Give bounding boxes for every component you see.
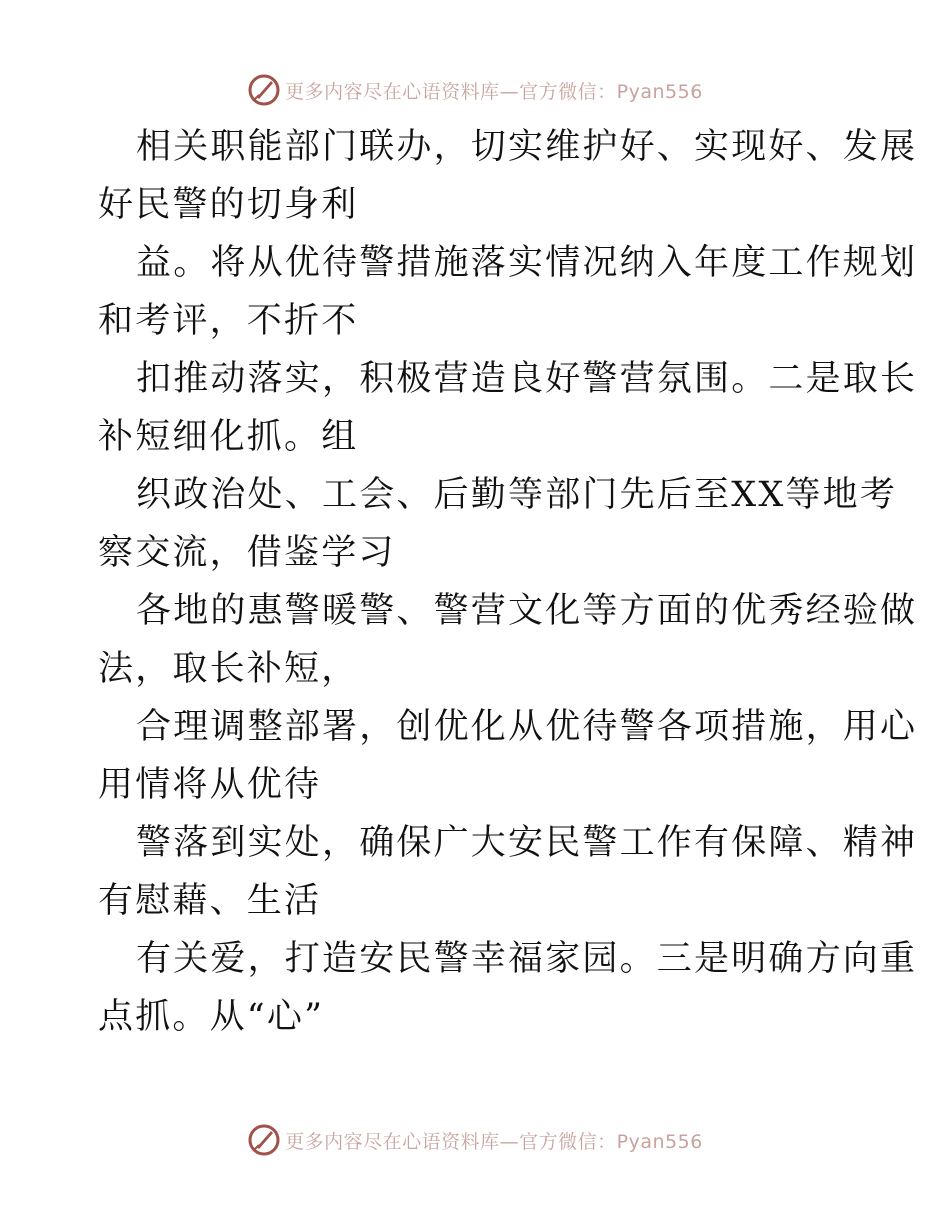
paragraph-1	[0, 118, 950, 234]
paragraph-line: 点抓。从“心”	[98, 997, 325, 1037]
paragraph-line: 法，取长补短，	[98, 649, 359, 689]
paragraph-7	[0, 814, 950, 930]
paragraph-line: 用情将从优待	[98, 765, 322, 805]
header-banner	[0, 70, 950, 110]
quill-logo-icon	[247, 1123, 281, 1157]
footer-banner	[0, 1120, 950, 1160]
footer-banner-text: 更多内容尽在心语资料库—官方微信：Pyan556	[285, 1130, 703, 1153]
paragraph-5	[0, 582, 950, 698]
paragraph-3	[0, 350, 950, 466]
paragraph-line: 补短细化抓。组	[98, 417, 359, 457]
paragraph-line: 益。将从优待警措施落实情况纳入年度工作规划	[136, 243, 918, 283]
paragraph-8	[0, 930, 950, 1046]
paragraph-line: 扣推动落实，积极营造良好警营氛围。二是取长	[136, 359, 918, 399]
paragraph-line: 好民警的切身利	[98, 185, 359, 225]
header-banner-text: 更多内容尽在心语资料库—官方微信：Pyan556	[285, 80, 703, 103]
paragraph-line: 相关职能部门联办，切实维护好、实现好、发展	[136, 127, 918, 167]
paragraph-line: 和考评，不折不	[98, 301, 359, 341]
paragraph-line: 警落到实处，确保广大安民警工作有保障、精神	[136, 823, 918, 863]
paragraph-2	[0, 234, 950, 350]
paragraph-line: 有关爱，打造安民警幸福家园。三是明确方向重	[136, 939, 918, 979]
paragraph-6	[0, 698, 950, 814]
paragraph-line: 各地的惠警暖警、警营文化等方面的优秀经验做	[136, 591, 918, 631]
paragraph-line: 织政治处、工会、后勤等部门先后至XX等地考	[136, 475, 898, 515]
paragraph-line: 察交流，借鉴学习	[98, 533, 396, 573]
quill-logo-icon	[247, 73, 281, 107]
paragraph-line: 合理调整部署，创优化从优待警各项措施，用心	[136, 707, 918, 747]
paragraph-line: 有慰藉、生活	[98, 881, 322, 921]
document-body	[0, 118, 950, 1046]
paragraph-4	[0, 466, 950, 582]
